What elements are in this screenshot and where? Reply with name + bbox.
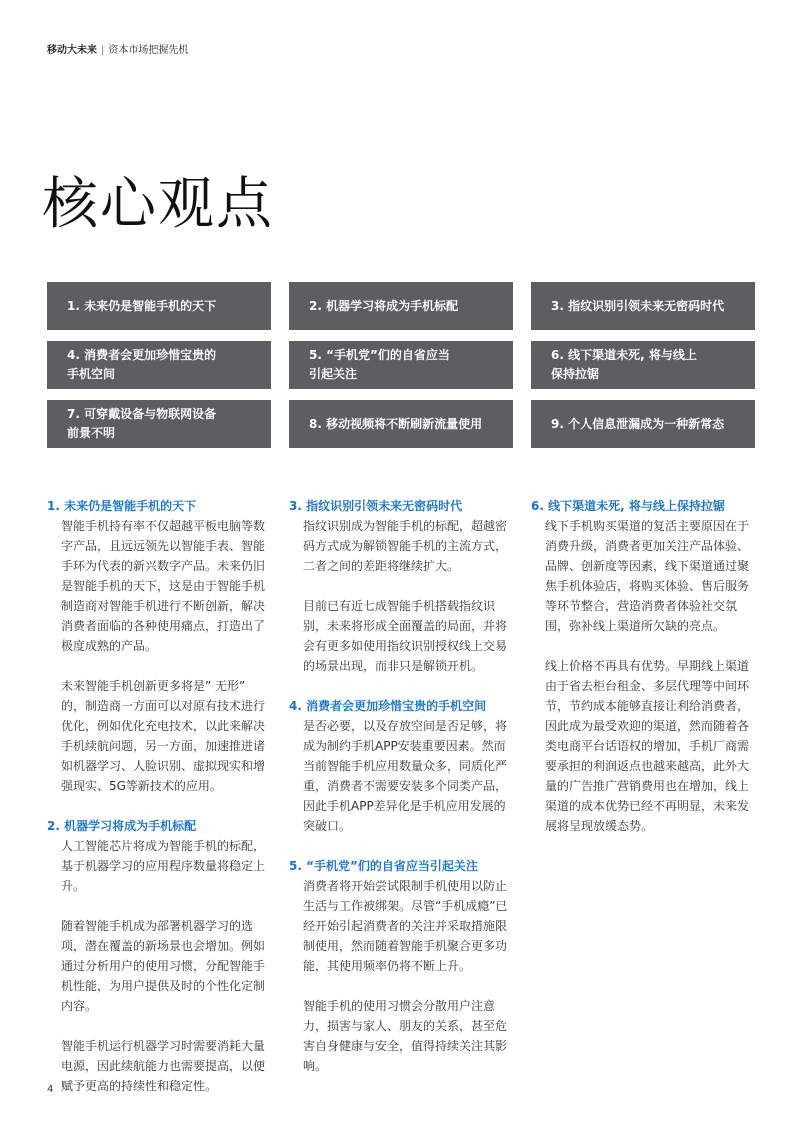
key-point-tile: [47, 282, 271, 330]
body-paragraph: 线下手机购买渠道的复活主要原因在于消费升级，消费者更加关注产品体验、品牌、创新度等因素，线下渠道通过聚焦手机体验店，将购买体验、售后服务等环节整合，营造消费者体验社交氛围，弥补线上渠道所欠缺的亮点。: [545, 519, 750, 633]
body-paragraph: 是否必要，以及存放空间是否足够，将成为制约手机APP安装重要因素。然而当前智能手机应用数量众多，同质化严重，消费者不需要安装多个同类产品，因此手机APP差异化是手机应用发展的突破口。: [303, 719, 508, 833]
body-paragraph: 智能手机运行机器学习时需要消耗大量电源，因此续航能力也需要提高，以便赋予更高的持续性和稳定性。: [61, 1039, 266, 1093]
key-point-label: 4. 消费者会更加珍惜宝贵的 手机空间: [67, 348, 217, 381]
body-paragraph: 未来智能手机创新更多将是” 无形” 的，制造商一方面可以对原有技术进行优化，例如优化充电技术，以此来解决手机续航问题，另一方面，加速推进诸如机器学习、人脸识别、虚拟现实和增强现实、5G等新技术的应用。: [61, 679, 266, 793]
header-brand: 移动大未来: [47, 45, 97, 56]
section-heading: 1. 未来仍是智能手机的天下: [47, 499, 197, 513]
key-point-tile: [531, 282, 755, 330]
page-number: 4: [47, 1084, 54, 1095]
key-point-tile: [47, 341, 271, 389]
body-paragraph: 智能手机的使用习惯会分散用户注意力，损害与家人、朋友的关系，甚至危害自身健康与安全，值得持续关注其影响。: [303, 999, 508, 1073]
section-heading: 2. 机器学习将成为手机标配: [47, 819, 197, 833]
key-point-label: 1. 未来仍是智能手机的天下: [67, 298, 217, 313]
body-paragraph: 线上价格不再具有优势。早期线上渠道由于省去柜台租金、多层代理等中间环节，节约成本能够直接让利给消费者，因此成为最受欢迎的渠道，然而随着各类电商平台话语权的增加，手机厂商需要承担的利润返点也越来越高，此外大量的广告推广营销费用也在增加，线上渠道的成本优势已经不再明显，未来发展将呈现放缓态势。: [545, 659, 750, 833]
body-paragraph: 随着智能手机成为部署机器学习的选项，潜在覆盖的新场景也会增加。例如通过分析用户的使用习惯，分配智能手机性能，为用户提供及时的个性化定制内容。: [61, 919, 266, 1013]
key-point-tile: [289, 282, 513, 330]
header-separator: |: [101, 45, 105, 56]
key-point-label: 3. 指纹识别引领未来无密码时代: [551, 298, 725, 313]
key-point-tile: [289, 400, 513, 448]
body-paragraph: 目前已有近七成智能手机搭载指纹识别，未来将形成全面覆盖的局面，并将会有更多如使用指纹识别授权线上交易的场景出现，而非只是解锁开机。: [303, 599, 508, 673]
key-point-label: 8. 移动视频将不断刷新流量使用: [309, 416, 483, 431]
body-paragraph: 人工智能芯片将成为智能手机的标配，基于机器学习的应用程序数量将稳定上升。: [61, 839, 266, 893]
key-point-label: 9. 个人信息泄漏成为一种新常态: [551, 416, 725, 431]
key-point-label: 2. 机器学习将成为手机标配: [309, 298, 459, 313]
section-heading: 6. 线下渠道未死, 将与线上保持拉锯: [531, 499, 725, 513]
header-subtitle: 资本市场把握先机: [108, 45, 189, 56]
body-paragraph: 消费者将开始尝试限制手机使用以防止生活与工作被绑架。尽管“手机成瘾”已经开始引起消费者的关注并采取措施限制使用，然而随着智能手机聚合更多功能，其使用频率仍将不断上升。: [303, 879, 508, 973]
key-point-label: 7. 可穿戴设备与物联网设备 前景不明: [67, 407, 217, 440]
section-heading: 3. 指纹识别引领未来无密码时代: [289, 499, 463, 513]
key-point-tile: [289, 341, 513, 389]
key-point-tile: [531, 341, 755, 389]
body-paragraph: 智能手机持有率不仅超越平板电脑等数字产品，且远远领先以智能手表、智能手环为代表的新兴数字产品。未来仍旧是智能手机的天下，这是由于智能手机制造商对智能手机进行不断创新，解决消费者面临的各种使用痛点，打造出了极度成熟的产品。: [61, 519, 266, 653]
key-point-tile: [531, 400, 755, 448]
text-column-3: [531, 496, 755, 856]
key-point-label: 5. “手机党”们的自省应当 引起关注: [309, 348, 450, 381]
text-column-1: [47, 496, 271, 1116]
section-heading: 5. “手机党”们的自省应当引起关注: [289, 859, 478, 873]
body-paragraph: 指纹识别成为智能手机的标配，超越密码方式成为解锁智能手机的主流方式，二者之间的差距将继续扩大。: [303, 519, 508, 573]
running-header: [47, 41, 188, 56]
page-title: 核心观点: [42, 172, 274, 237]
section-heading: 4. 消费者会更加珍惜宝贵的手机空间: [289, 699, 487, 713]
text-column-2: [289, 496, 513, 1096]
key-point-tile: [47, 400, 271, 448]
key-point-label: 6. 线下渠道未死, 将与线上 保持拉锯: [551, 348, 697, 381]
